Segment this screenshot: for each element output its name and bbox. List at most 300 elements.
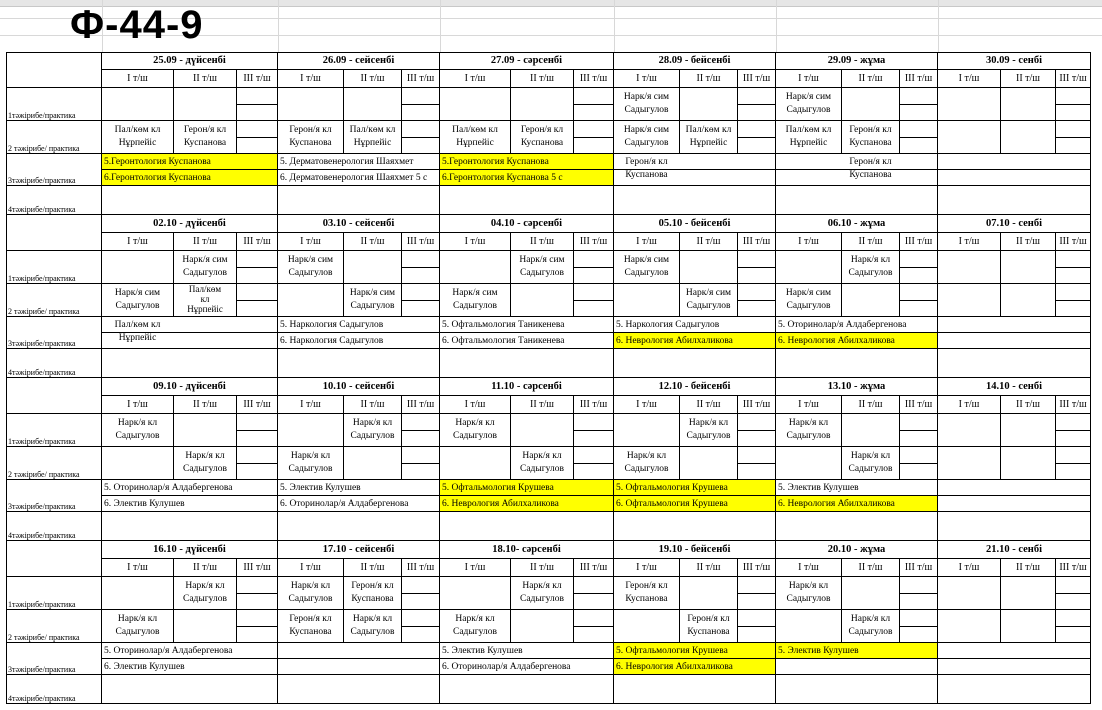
empty-row-cell[interactable] (278, 675, 440, 704)
slot-cell[interactable] (738, 627, 776, 643)
slot-header[interactable]: ІІІ т/ш (574, 233, 614, 251)
slot-cell[interactable] (574, 88, 614, 105)
slot-header[interactable]: ІІІ т/ш (1056, 559, 1091, 577)
subject-entry[interactable]: 5. Офтальмология Крушева (440, 480, 613, 495)
slot-header[interactable]: ІІІ т/ш (237, 233, 278, 251)
slot-cell[interactable] (237, 121, 278, 138)
subject-line-cell[interactable] (938, 496, 1091, 512)
label-header-cell[interactable] (6, 541, 102, 577)
slot-cell[interactable] (738, 464, 776, 480)
slot-cell[interactable] (776, 447, 842, 480)
slot-cell[interactable] (614, 284, 680, 317)
slot-cell[interactable] (1001, 121, 1056, 154)
subject-entry[interactable]: 5. Дерматовенерология Шаяхмет (280, 157, 414, 167)
slot-cell[interactable] (900, 594, 938, 610)
slot-header[interactable]: І т/ш (278, 396, 344, 414)
slot-cell[interactable] (1056, 464, 1091, 480)
class-entry[interactable]: Нарк/я сим Садыгулов (452, 288, 498, 311)
slot-cell[interactable] (1001, 447, 1056, 480)
slot-cell[interactable] (440, 251, 511, 284)
slot-cell[interactable] (900, 627, 938, 643)
subject-entry[interactable]: 6. Неврология Абилхаликова (614, 333, 775, 348)
slot-header[interactable]: ІІ т/ш (680, 559, 738, 577)
class-entry[interactable]: Нарк/я кл Садыгулов (520, 581, 564, 604)
slot-cell[interactable] (237, 431, 278, 447)
class-entry[interactable]: Нарк/я кл Садыгулов (786, 418, 831, 441)
class-entry[interactable]: Пал/көм кл Нұрпейіс (452, 125, 498, 148)
slot-header[interactable]: ІІІ т/ш (237, 559, 278, 577)
slot-cell[interactable] (237, 610, 278, 627)
class-entry[interactable]: Нарк/я кл Садыгулов (848, 614, 893, 637)
class-entry[interactable]: Герон/я кл Куспанова (849, 125, 892, 148)
class-entry[interactable]: Герон/я кл Куспанова (520, 125, 564, 148)
slot-cell[interactable] (574, 431, 614, 447)
slot-cell[interactable] (574, 594, 614, 610)
day-header[interactable]: 02.10 - дүйсенбі (102, 215, 278, 233)
class-entry[interactable]: Нарк/я кл Садыгулов (786, 581, 831, 604)
slot-cell[interactable] (1056, 268, 1091, 284)
subject-entry[interactable]: 5. Офтальмология Таникенева (442, 320, 565, 330)
subject-entry[interactable]: 6. Электив Кулушев (104, 499, 185, 509)
slot-cell[interactable] (680, 577, 738, 610)
slot-cell[interactable] (900, 431, 938, 447)
empty-row-cell[interactable] (440, 512, 614, 541)
day-header[interactable]: 13.10 - жұма (776, 378, 938, 396)
label-header-cell[interactable] (6, 378, 102, 414)
slot-cell[interactable] (402, 610, 440, 627)
slot-header[interactable]: І т/ш (440, 70, 511, 88)
slot-cell[interactable] (842, 284, 900, 317)
empty-row-cell[interactable] (102, 512, 278, 541)
class-entry[interactable]: Нарк/я кл Садыгулов (453, 614, 497, 637)
slot-cell[interactable] (1001, 414, 1056, 447)
slot-header[interactable]: ІІІ т/ш (402, 559, 440, 577)
empty-row-cell[interactable] (776, 512, 938, 541)
subject-entry[interactable]: 6. Офтальмология Таникенева (442, 336, 565, 346)
slot-cell[interactable] (511, 414, 574, 447)
slot-header[interactable]: ІІІ т/ш (237, 70, 278, 88)
slot-cell[interactable] (680, 447, 738, 480)
class-entry[interactable]: Нарк/я сим Садыгулов (349, 288, 396, 311)
class-entry[interactable]: Герон/я кл Куспанова (289, 125, 332, 148)
class-entry[interactable]: Герон/я кл Куспанова (289, 614, 332, 637)
slot-header[interactable]: І т/ш (102, 233, 174, 251)
slot-header[interactable]: ІІІ т/ш (1056, 70, 1091, 88)
slot-header[interactable]: ІІ т/ш (1001, 70, 1056, 88)
slot-cell[interactable] (842, 88, 900, 121)
class-entry[interactable]: Нарк/я кл Садыгулов (453, 418, 497, 441)
slot-header[interactable]: ІІ т/ш (511, 396, 574, 414)
slot-cell[interactable] (402, 577, 440, 594)
slot-header[interactable]: ІІ т/ш (842, 233, 900, 251)
slot-cell[interactable] (938, 447, 1001, 480)
slot-header[interactable]: І т/ш (776, 396, 842, 414)
empty-row-cell[interactable] (440, 675, 614, 704)
slot-cell[interactable] (1056, 431, 1091, 447)
slot-cell[interactable] (842, 577, 900, 610)
class-entry[interactable]: Герон/я кл Куспанова (351, 581, 394, 604)
slot-cell[interactable] (1056, 594, 1091, 610)
day-header[interactable]: 28.09 - бейсенбі (614, 52, 776, 70)
slot-cell[interactable] (1056, 447, 1091, 464)
slot-cell[interactable] (237, 627, 278, 643)
class-entry[interactable]: Нарк/я кл Садыгулов (624, 451, 669, 474)
subject-line-cell[interactable] (776, 659, 938, 675)
slot-cell[interactable] (237, 447, 278, 464)
slot-header[interactable]: ІІІ т/ш (738, 70, 776, 88)
slot-header[interactable]: ІІ т/ш (174, 559, 237, 577)
slot-cell[interactable] (174, 414, 237, 447)
slot-header[interactable]: ІІ т/ш (174, 396, 237, 414)
slot-cell[interactable] (511, 284, 574, 317)
slot-cell[interactable] (938, 610, 1001, 643)
class-entry[interactable]: Пал/көм кл Нұрпейіс (187, 284, 223, 314)
slot-cell[interactable] (402, 284, 440, 301)
slot-cell[interactable] (344, 88, 402, 121)
slot-cell[interactable] (574, 138, 614, 154)
subject-entry[interactable]: 5. Наркология Садыгулов (616, 320, 720, 330)
slot-header[interactable]: І т/ш (614, 396, 680, 414)
class-entry[interactable]: Герон/я кл Куспанова (849, 157, 892, 180)
subject-line-cell[interactable] (938, 643, 1091, 659)
slot-header[interactable]: І т/ш (440, 396, 511, 414)
empty-row-cell[interactable] (614, 349, 776, 378)
slot-cell[interactable] (574, 577, 614, 594)
slot-cell[interactable] (402, 594, 440, 610)
subject-line-cell[interactable] (938, 659, 1091, 675)
subject-line-cell[interactable] (938, 333, 1091, 349)
slot-cell[interactable] (102, 251, 174, 284)
empty-row-cell[interactable] (776, 349, 938, 378)
slot-header[interactable]: ІІ т/ш (344, 396, 402, 414)
slot-cell[interactable] (738, 138, 776, 154)
class-entry[interactable]: Нарк/я сим Садыгулов (114, 288, 161, 311)
slot-cell[interactable] (900, 284, 938, 301)
slot-cell[interactable] (776, 610, 842, 643)
class-entry[interactable]: Нарк/я кл Садыгулов (350, 614, 395, 637)
slot-cell[interactable] (900, 414, 938, 431)
day-header[interactable]: 05.10 - бейсенбі (614, 215, 776, 233)
slot-cell[interactable] (900, 105, 938, 121)
slot-cell[interactable] (574, 105, 614, 121)
class-entry[interactable]: Нарк/я кл Садыгулов (288, 451, 333, 474)
empty-row-cell[interactable] (440, 186, 614, 215)
class-entry[interactable]: Нарк/я сим Садыгулов (785, 92, 832, 115)
slot-cell[interactable] (574, 121, 614, 138)
slot-cell[interactable] (174, 610, 237, 643)
slot-cell[interactable] (1056, 610, 1091, 627)
slot-header[interactable]: ІІІ т/ш (1056, 233, 1091, 251)
slot-cell[interactable] (738, 594, 776, 610)
empty-row-cell[interactable] (614, 675, 776, 704)
class-entry[interactable]: Нарк/я сим Садыгулов (623, 92, 670, 115)
slot-header[interactable]: ІІ т/ш (511, 559, 574, 577)
class-entry[interactable]: Пал/көм кл Нұрпейіс (785, 125, 832, 148)
slot-header[interactable]: ІІІ т/ш (900, 70, 938, 88)
slot-cell[interactable] (738, 284, 776, 301)
class-entry[interactable]: Нарк/я сим Садыгулов (623, 125, 670, 148)
slot-cell[interactable] (402, 138, 440, 154)
slot-cell[interactable] (237, 284, 278, 301)
subject-entry[interactable]: 6.Геронтология Куспанова 5 с (440, 170, 613, 185)
subject-entry[interactable]: 6. Дерматовенерология Шаяхмет 5 с (280, 173, 428, 183)
subject-entry[interactable]: 6. Неврология Абилхаликова (776, 333, 937, 348)
slot-header[interactable]: ІІ т/ш (1001, 559, 1056, 577)
slot-header[interactable]: ІІІ т/ш (402, 396, 440, 414)
slot-cell[interactable] (1056, 284, 1091, 301)
slot-cell[interactable] (574, 301, 614, 317)
slot-cell[interactable] (680, 251, 738, 284)
slot-cell[interactable] (574, 284, 614, 301)
class-entry[interactable]: Нарк/я сим Садыгулов (785, 288, 832, 311)
slot-cell[interactable] (738, 414, 776, 431)
slot-header[interactable]: ІІІ т/ш (900, 233, 938, 251)
class-entry[interactable]: Нарк/я кл Садыгулов (183, 451, 227, 474)
subject-entry[interactable]: 6. Неврология Абилхаликова (440, 496, 613, 511)
slot-cell[interactable] (738, 301, 776, 317)
class-entry[interactable]: Нарк/я сим Садыгулов (519, 255, 565, 278)
slot-cell[interactable] (237, 577, 278, 594)
slot-cell[interactable] (1001, 610, 1056, 643)
class-entry[interactable]: Нарк/я сим Садыгулов (287, 255, 334, 278)
slot-cell[interactable] (402, 447, 440, 464)
slot-header[interactable]: ІІ т/ш (842, 559, 900, 577)
subject-entry[interactable]: 6. Наркология Садыгулов (280, 336, 384, 346)
slot-cell[interactable] (900, 610, 938, 627)
slot-header[interactable]: ІІ т/ш (680, 396, 738, 414)
label-header-cell[interactable] (6, 52, 102, 88)
slot-cell[interactable] (102, 88, 174, 121)
slot-cell[interactable] (938, 284, 1001, 317)
slot-header[interactable]: І т/ш (614, 233, 680, 251)
slot-cell[interactable] (440, 88, 511, 121)
day-header[interactable]: 06.10 - жұма (776, 215, 938, 233)
slot-header[interactable]: ІІІ т/ш (402, 233, 440, 251)
slot-cell[interactable] (1056, 414, 1091, 431)
slot-cell[interactable] (1056, 627, 1091, 643)
slot-cell[interactable] (574, 268, 614, 284)
empty-row-cell[interactable] (938, 675, 1091, 704)
day-header[interactable]: 20.10 - жұма (776, 541, 938, 559)
subject-line-cell[interactable] (278, 659, 440, 675)
slot-header[interactable]: І т/ш (440, 233, 511, 251)
subject-entry[interactable]: 5. Офтальмология Крушева (614, 480, 775, 495)
day-header[interactable]: 11.10 - сәрсенбі (440, 378, 614, 396)
slot-header[interactable]: ІІІ т/ш (900, 559, 938, 577)
slot-cell[interactable] (776, 251, 842, 284)
slot-cell[interactable] (938, 414, 1001, 447)
day-header[interactable]: 09.10 - дүйсенбі (102, 378, 278, 396)
subject-entry[interactable]: 5. Оторинолар/я Алдабергенова (778, 320, 907, 330)
slot-cell[interactable] (738, 610, 776, 627)
slot-cell[interactable] (1056, 138, 1091, 154)
slot-cell[interactable] (237, 138, 278, 154)
subject-entry[interactable]: 5. Наркология Садыгулов (280, 320, 384, 330)
slot-cell[interactable] (1056, 121, 1091, 138)
subject-line-cell[interactable] (938, 317, 1091, 333)
class-entry[interactable]: Нарк/я кл Садыгулов (848, 255, 893, 278)
subject-entry[interactable]: 5. Электив Кулушев (778, 483, 859, 493)
slot-cell[interactable] (402, 88, 440, 105)
slot-cell[interactable] (344, 447, 402, 480)
slot-header[interactable]: ІІ т/ш (842, 396, 900, 414)
day-header[interactable]: 18.10- сәрсенбі (440, 541, 614, 559)
class-entry[interactable]: Нарк/я кл Садыгулов (115, 418, 160, 441)
slot-cell[interactable] (278, 284, 344, 317)
slot-header[interactable]: ІІІ т/ш (237, 396, 278, 414)
class-entry[interactable]: Герон/я кл Куспанова (625, 157, 668, 180)
slot-cell[interactable] (440, 577, 511, 610)
slot-cell[interactable] (900, 251, 938, 268)
slot-cell[interactable] (614, 414, 680, 447)
slot-cell[interactable] (900, 88, 938, 105)
slot-cell[interactable] (900, 577, 938, 594)
class-entry[interactable]: Пал/көм кл Нұрпейіс (349, 125, 396, 148)
slot-header[interactable]: І т/ш (938, 70, 1001, 88)
slot-header[interactable]: ІІ т/ш (344, 70, 402, 88)
class-entry[interactable]: Нарк/я кл Садыгулов (183, 581, 227, 604)
slot-cell[interactable] (900, 447, 938, 464)
slot-header[interactable]: І т/ш (614, 70, 680, 88)
class-entry[interactable]: Нарк/я кл Садыгулов (848, 451, 893, 474)
day-header[interactable]: 27.09 - сәрсенбі (440, 52, 614, 70)
class-entry[interactable]: Пал/көм кл Нұрпейіс (685, 125, 732, 148)
slot-header[interactable]: ІІ т/ш (511, 233, 574, 251)
subject-entry[interactable]: 6. Неврология Абилхаликова (614, 659, 775, 674)
subject-entry[interactable]: 6. Оторинолар/я Алдабергенова (280, 499, 409, 509)
slot-cell[interactable] (237, 251, 278, 268)
subject-entry[interactable]: 5. Офтальмология Крушева (614, 643, 775, 658)
slot-cell[interactable] (900, 138, 938, 154)
slot-header[interactable]: І т/ш (776, 559, 842, 577)
subject-entry[interactable]: 6. Неврология Абилхаликова (776, 496, 937, 511)
day-header[interactable]: 14.10 - сенбі (938, 378, 1091, 396)
slot-cell[interactable] (900, 301, 938, 317)
slot-cell[interactable] (237, 464, 278, 480)
slot-header[interactable]: ІІ т/ш (344, 559, 402, 577)
day-header[interactable]: 30.09 - сенбі (938, 52, 1091, 70)
slot-header[interactable]: ІІ т/ш (174, 70, 237, 88)
slot-cell[interactable] (938, 88, 1001, 121)
slot-cell[interactable] (402, 464, 440, 480)
slot-cell[interactable] (1056, 577, 1091, 594)
day-header[interactable]: 19.10 - бейсенбі (614, 541, 776, 559)
empty-row-cell[interactable] (278, 186, 440, 215)
slot-header[interactable]: ІІ т/ш (1001, 233, 1056, 251)
class-entry[interactable]: Нарк/я кл Садыгулов (350, 418, 395, 441)
slot-cell[interactable] (680, 88, 738, 121)
class-entry[interactable]: Нарк/я кл Садыгулов (115, 614, 160, 637)
slot-header[interactable]: ІІ т/ш (680, 70, 738, 88)
slot-cell[interactable] (402, 431, 440, 447)
slot-header[interactable]: І т/ш (614, 559, 680, 577)
class-entry[interactable]: Пал/көм кл Нұрпейіс (114, 320, 161, 343)
subject-entry[interactable]: 6. Офтальмология Крушева (614, 496, 775, 511)
slot-cell[interactable] (938, 121, 1001, 154)
subject-entry[interactable]: 5. Электив Кулушев (776, 643, 937, 658)
slot-cell[interactable] (237, 105, 278, 121)
slot-header[interactable]: І т/ш (938, 559, 1001, 577)
slot-cell[interactable] (738, 431, 776, 447)
subject-line-cell[interactable] (938, 154, 1091, 170)
slot-header[interactable]: І т/ш (440, 559, 511, 577)
subject-entry[interactable]: 5. Оторинолар/я Алдабергенова (104, 483, 233, 493)
subject-line-cell[interactable] (938, 170, 1091, 186)
slot-header[interactable]: І т/ш (278, 559, 344, 577)
slot-header[interactable]: ІІ т/ш (344, 233, 402, 251)
slot-header[interactable]: ІІ т/ш (680, 233, 738, 251)
slot-cell[interactable] (900, 268, 938, 284)
slot-cell[interactable] (1056, 301, 1091, 317)
class-entry[interactable]: Нарк/я сим Садыгулов (623, 255, 670, 278)
slot-cell[interactable] (738, 88, 776, 105)
slot-cell[interactable] (344, 251, 402, 284)
slot-cell[interactable] (278, 414, 344, 447)
slot-cell[interactable] (402, 301, 440, 317)
subject-line-cell[interactable] (938, 480, 1091, 496)
slot-cell[interactable] (842, 414, 900, 447)
slot-header[interactable]: ІІІ т/ш (900, 396, 938, 414)
slot-cell[interactable] (574, 464, 614, 480)
slot-cell[interactable] (237, 414, 278, 431)
slot-cell[interactable] (402, 268, 440, 284)
empty-row-cell[interactable] (102, 675, 278, 704)
slot-cell[interactable] (574, 414, 614, 431)
class-entry[interactable]: Пал/көм кл Нұрпейіс (114, 125, 161, 148)
slot-cell[interactable] (174, 88, 237, 121)
slot-cell[interactable] (614, 610, 680, 643)
slot-header[interactable]: ІІІ т/ш (402, 70, 440, 88)
slot-header[interactable]: ІІ т/ш (511, 70, 574, 88)
slot-header[interactable]: ІІІ т/ш (738, 233, 776, 251)
slot-header[interactable]: ІІІ т/ш (574, 396, 614, 414)
empty-row-cell[interactable] (102, 186, 278, 215)
slot-cell[interactable] (402, 121, 440, 138)
slot-cell[interactable] (938, 251, 1001, 284)
day-header[interactable]: 25.09 - дүйсенбі (102, 52, 278, 70)
subject-entry[interactable]: 5. Электив Кулушев (280, 483, 361, 493)
slot-cell[interactable] (102, 577, 174, 610)
class-entry[interactable]: Нарк/я сим Садыгулов (182, 255, 228, 278)
empty-row-cell[interactable] (278, 512, 440, 541)
label-header-cell[interactable] (6, 215, 102, 251)
slot-cell[interactable] (738, 121, 776, 138)
slot-cell[interactable] (511, 88, 574, 121)
empty-row-cell[interactable] (440, 349, 614, 378)
slot-cell[interactable] (938, 577, 1001, 610)
slot-cell[interactable] (402, 627, 440, 643)
empty-row-cell[interactable] (614, 512, 776, 541)
day-header[interactable]: 26.09 - сейсенбі (278, 52, 440, 70)
class-entry[interactable]: Нарк/я кл Садыгулов (686, 418, 731, 441)
slot-cell[interactable] (1001, 284, 1056, 317)
slot-cell[interactable] (574, 627, 614, 643)
subject-line-cell[interactable] (278, 643, 440, 659)
day-header[interactable]: 07.10 - сенбі (938, 215, 1091, 233)
subject-entry[interactable]: 6. Электив Кулушев (104, 662, 185, 672)
slot-header[interactable]: ІІІ т/ш (738, 559, 776, 577)
class-entry[interactable]: Герон/я кл Куспанова (687, 614, 730, 637)
day-header[interactable]: 04.10 - сәрсенбі (440, 215, 614, 233)
class-entry[interactable]: Нарк/я кл Садыгулов (288, 581, 333, 604)
subject-entry[interactable]: 5.Геронтология Куспанова (102, 154, 277, 169)
empty-row-cell[interactable] (278, 349, 440, 378)
slot-cell[interactable] (1001, 88, 1056, 121)
slot-header[interactable]: І т/ш (776, 233, 842, 251)
class-entry[interactable]: Нарк/я кл Садыгулов (520, 451, 564, 474)
slot-cell[interactable] (1001, 577, 1056, 610)
slot-cell[interactable] (237, 301, 278, 317)
